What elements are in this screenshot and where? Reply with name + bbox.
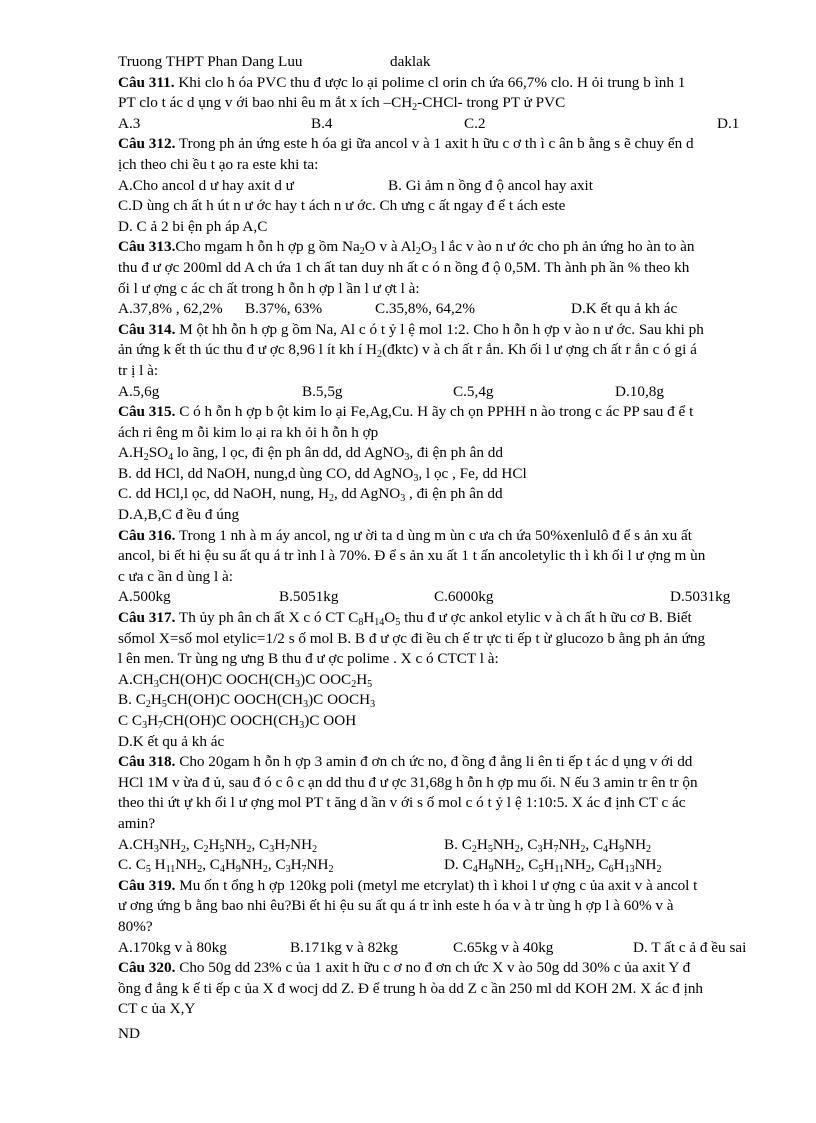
q314-options [118, 382, 793, 403]
location: daklak [390, 53, 431, 70]
q318-line-1: Câu 318. Cho 20gam h ỗn h ợp 3 amin đ ơn ch ức no, đ ồng đ ẳng li ên ti ếp t ác d ụng v ới dd [118, 753, 693, 771]
q311-options [118, 114, 793, 135]
q320-line-1: Câu 320. Cho 50g dd 23% c ủa 1 axit h ữu c ơ no đ ơn ch ức X v ào 50g dd 30% c ủa axit Y đ [118, 959, 691, 977]
q318-line-4: amin? [118, 814, 156, 832]
q318-line-2: HCl 1M v ừa đ ủ, sau đ ó c ô c ạn dd thu đ ư ợc 31,68g h ỗn h ợp mu ối. N ếu 3 amin tr ên tr ộn [118, 773, 698, 791]
q311-option-a: A.3 [118, 114, 141, 132]
q317-option-c: C $C_3H_7CH(OH)C$ $OOCH(CH_3)C$ OOH [118, 712, 357, 731]
q312-option-d: D. C ả 2 bi ện ph áp A,C [118, 217, 268, 235]
q317-line-3: l ên men. Tr ùng ng ưng B thu đ ư ợc polime . X c ó CTCT l à: [118, 650, 499, 668]
q316-option-b: B.5051kg [279, 588, 339, 606]
q316-option-d: D.5031kg [670, 588, 731, 606]
q317-option-d: D.K ết qu ả kh ác [118, 732, 225, 750]
document-header [118, 52, 793, 73]
q314-option-c: C.5,4g [453, 382, 494, 400]
q319-option-b: B.171kg v à 82kg [290, 938, 398, 956]
q315-option-d: D.A,B,C đ ều đ úng [118, 506, 240, 524]
q311-line-2: PT clo t ác d ụng v ới bao nhi êu m ắt x ích $-CH_2-CHCl-$ trong PT ử PVC [118, 94, 566, 114]
q316-options [118, 587, 793, 608]
q311-option-d: D.1 [717, 114, 740, 132]
q316-option-a: A.500kg [118, 588, 171, 606]
q312-option-a: A.Cho ancol d ư hay axit d ư [118, 176, 294, 194]
q318-line-3: theo thi ứt ự kh ối l ư ợng mol PT t ăng d ần v ới s ố mol c ó t ỷ l ệ 1:10:5. X ác đ ịnh CT c ác [118, 794, 686, 812]
q314-option-a: A.5,6g [118, 382, 160, 400]
q313-option-c: C.35,8%, 64,2% [375, 300, 475, 318]
q313-line-1: Câu 313.Cho mgam h ỗn h ợp g ồm $Na_2O$ v à $Al_2O_3$ l ắc v ào n ư ớc cho ph ản ứng ho àn to àn [118, 238, 695, 258]
q316-line-1: Câu 316. Trong 1 nh à m áy ancol, ng ư ời ta d ùng m ùn c ưa ch ứa 50%xenlulô đ ể s ản xu ất [118, 526, 692, 544]
q311-line-1: Câu 311. Khi clo h óa PVC thu đ ược lo ại polime cl orin ch ứa 66,7% clo. H ỏi trung b ình 1 [118, 73, 686, 91]
q314-option-d: D.10,8g [615, 382, 664, 400]
q315-option-a: $A.H_2SO_4$ lo ãng, l ọc, đi ện ph ân dd, dd AgNO$_3$, đi ện ph ân dd [118, 444, 503, 464]
q319-line-1: Câu 319. Mu ốn t ổng h ợp 120kg poli (metyl me etcrylat) th ì khoi l ư ợng c ủa axit v à ancol t [118, 876, 698, 894]
q313-option-a: A.37,8% , 62,2% [118, 300, 223, 318]
q320-line-3: CT c ủa X,Y [118, 1000, 196, 1018]
q316-option-c: C.6000kg [434, 588, 494, 606]
q318-option-d: D. $C_4H_9NH_2$, $C_5H_{11}NH_2$, $C_6H_{13}NH_2$ [444, 856, 662, 876]
q317-option-a: $A.CH_3CH(OH)C$ $OOCH(CH_3)C$ $OOC_2H_5$ [118, 670, 373, 690]
footer-initials: ND [118, 1024, 140, 1042]
q317-option-b: B. $C_2H_5CH(OH)C$ $OOCH(CH_3)C$ $OOCH_3$ [118, 691, 376, 711]
document-page [118, 52, 793, 1045]
q313-line-3: ối l ư ợng c ác ch ất trong h ỗn h ợp l ần l ư ợt l à: [118, 279, 420, 297]
q312-options-ab [118, 176, 793, 197]
q318-option-c: C. $C_5$ $H_{11}NH_2$, $C_4H_9NH_2$, $C_3H_7NH_2$ [118, 856, 334, 876]
q320-line-2: ồng đ ẳng k ế ti ếp c ủa X đ wocj dd Z. Đ ể trung h òa dd Z c ần 250 ml dd KOH 2M. X ác đ ịnh [118, 979, 704, 997]
q312-line-2: ịch theo chi ều t ạo ra este khi ta: [118, 155, 319, 173]
q313-option-b: B.37%, 63% [245, 300, 323, 318]
q318-option-a: $A.CH_3NH_2$, $C_2H_5NH_2$, $C_3H_7NH_2$ [118, 835, 318, 855]
q314-line-1: Câu 314. M ột hh ỗn h ợp g ồm Na, Al c ó t ỷ l ệ mol 1:2. Cho h ỗn h ợp v ào n ư ớc. Sau khi ph [118, 320, 704, 338]
q319-line-2: ư ơng ứng b ằng bao nhi êu?Bi ết hi ệu su ất qu á tr ình este h óa v à tr ùng h ợp l à 60% v à [118, 897, 674, 915]
q317-line-2: sốmol X=số mol etylic=1/2 s ố mol B. B đ ư ợc đi ều ch ế tr ực ti ếp t ừ glucozo b ằng ph ản ứng [118, 629, 706, 647]
q315-option-b: B. dd HCl, dd NaOH, nung,d ùng CO, dd AgNO$_3$, l ọc , Fe, dd HCl [118, 464, 527, 484]
q319-option-c: C.65kg v à 40kg [453, 938, 554, 956]
school-name: Truong THPT Phan Dang Luu [118, 53, 303, 70]
q315-option-c: C. dd HCl,l ọc, dd NaOH, nung, $H_2$, dd AgNO$_3$ , đi ện ph ân dd [118, 485, 503, 505]
q316-line-3: c ưa c ần d ùng l à: [118, 567, 233, 585]
q319-option-d: D. T ất c ả đ ều sai [633, 938, 747, 956]
q311-option-b: B.4 [311, 114, 333, 132]
q312-option-c: C.D ùng ch ất h út n ư ớc hay t ách n ư ớc. Ch ưng c ất ngay đ ể t ách este [118, 197, 566, 215]
q314-line-3: tr ị l à: [118, 361, 159, 379]
q315-line-1: Câu 315. C ó h ỗn h ợp b ột kim lo ại Fe,Ag,Cu. H ãy ch ọn PPHH n ào trong c ác PP sau đ ể t [118, 403, 694, 421]
q311-option-c: C.2 [464, 114, 486, 132]
q312-option-b: B. Gi ảm n ồng đ ộ ancol hay axit [388, 176, 593, 194]
q319-line-3: 80%? [118, 917, 153, 935]
q319-option-a: A.170kg v à 80kg [118, 938, 227, 956]
q313-option-d: D.K ết qu ả kh ác [571, 300, 678, 318]
q314-option-b: B.5,5g [302, 382, 343, 400]
q317-line-1: Câu 317. Th ủy ph ân ch ất X c ó CT $C_8H_{14}O_5$ thu đ ư ợc ankol etylic v à ch ất h ữu cơ B. Biết [118, 609, 692, 629]
q313-line-2: thu đ ư ợc 200ml dd A ch ứa 1 ch ất tan duy nh ất c ó n ồng đ ộ 0,5M. Th ành ph ần % theo kh [118, 258, 690, 276]
q318-options-cd [118, 855, 793, 876]
q318-options-ab [118, 835, 793, 856]
q316-line-2: ancol, bi ết hi ệu su ất qu á tr ình l à 70%. Đ ể s ản xu ất 1 t ấn ancoletylic th ì kh ối l ư ợng m ùn [118, 547, 706, 565]
q319-options [118, 938, 793, 959]
q313-options [118, 299, 793, 320]
q318-option-b: B. $C_2H_5NH_2$, $C_3H_7NH_2$, $C_4H_9NH_2$ [444, 835, 652, 855]
q315-line-2: ách ri êng m ỗi kim lo ại ra kh ỏi h ỗn h ợp [118, 423, 379, 441]
q314-line-2: ản ứng k ết th úc thu đ ư ợc 8,96 l ít kh í $H_2(đktc)$ v à ch ất r ắn. Kh ối l ư ợng ch ất r ắn c ó gi á [118, 341, 697, 361]
q312-line-1: Câu 312. Trong ph ản ứng este h óa gi ữa ancol v à 1 axit h ữu c ơ th ì c ân b ằng s ẽ chuy ển d [118, 135, 694, 153]
